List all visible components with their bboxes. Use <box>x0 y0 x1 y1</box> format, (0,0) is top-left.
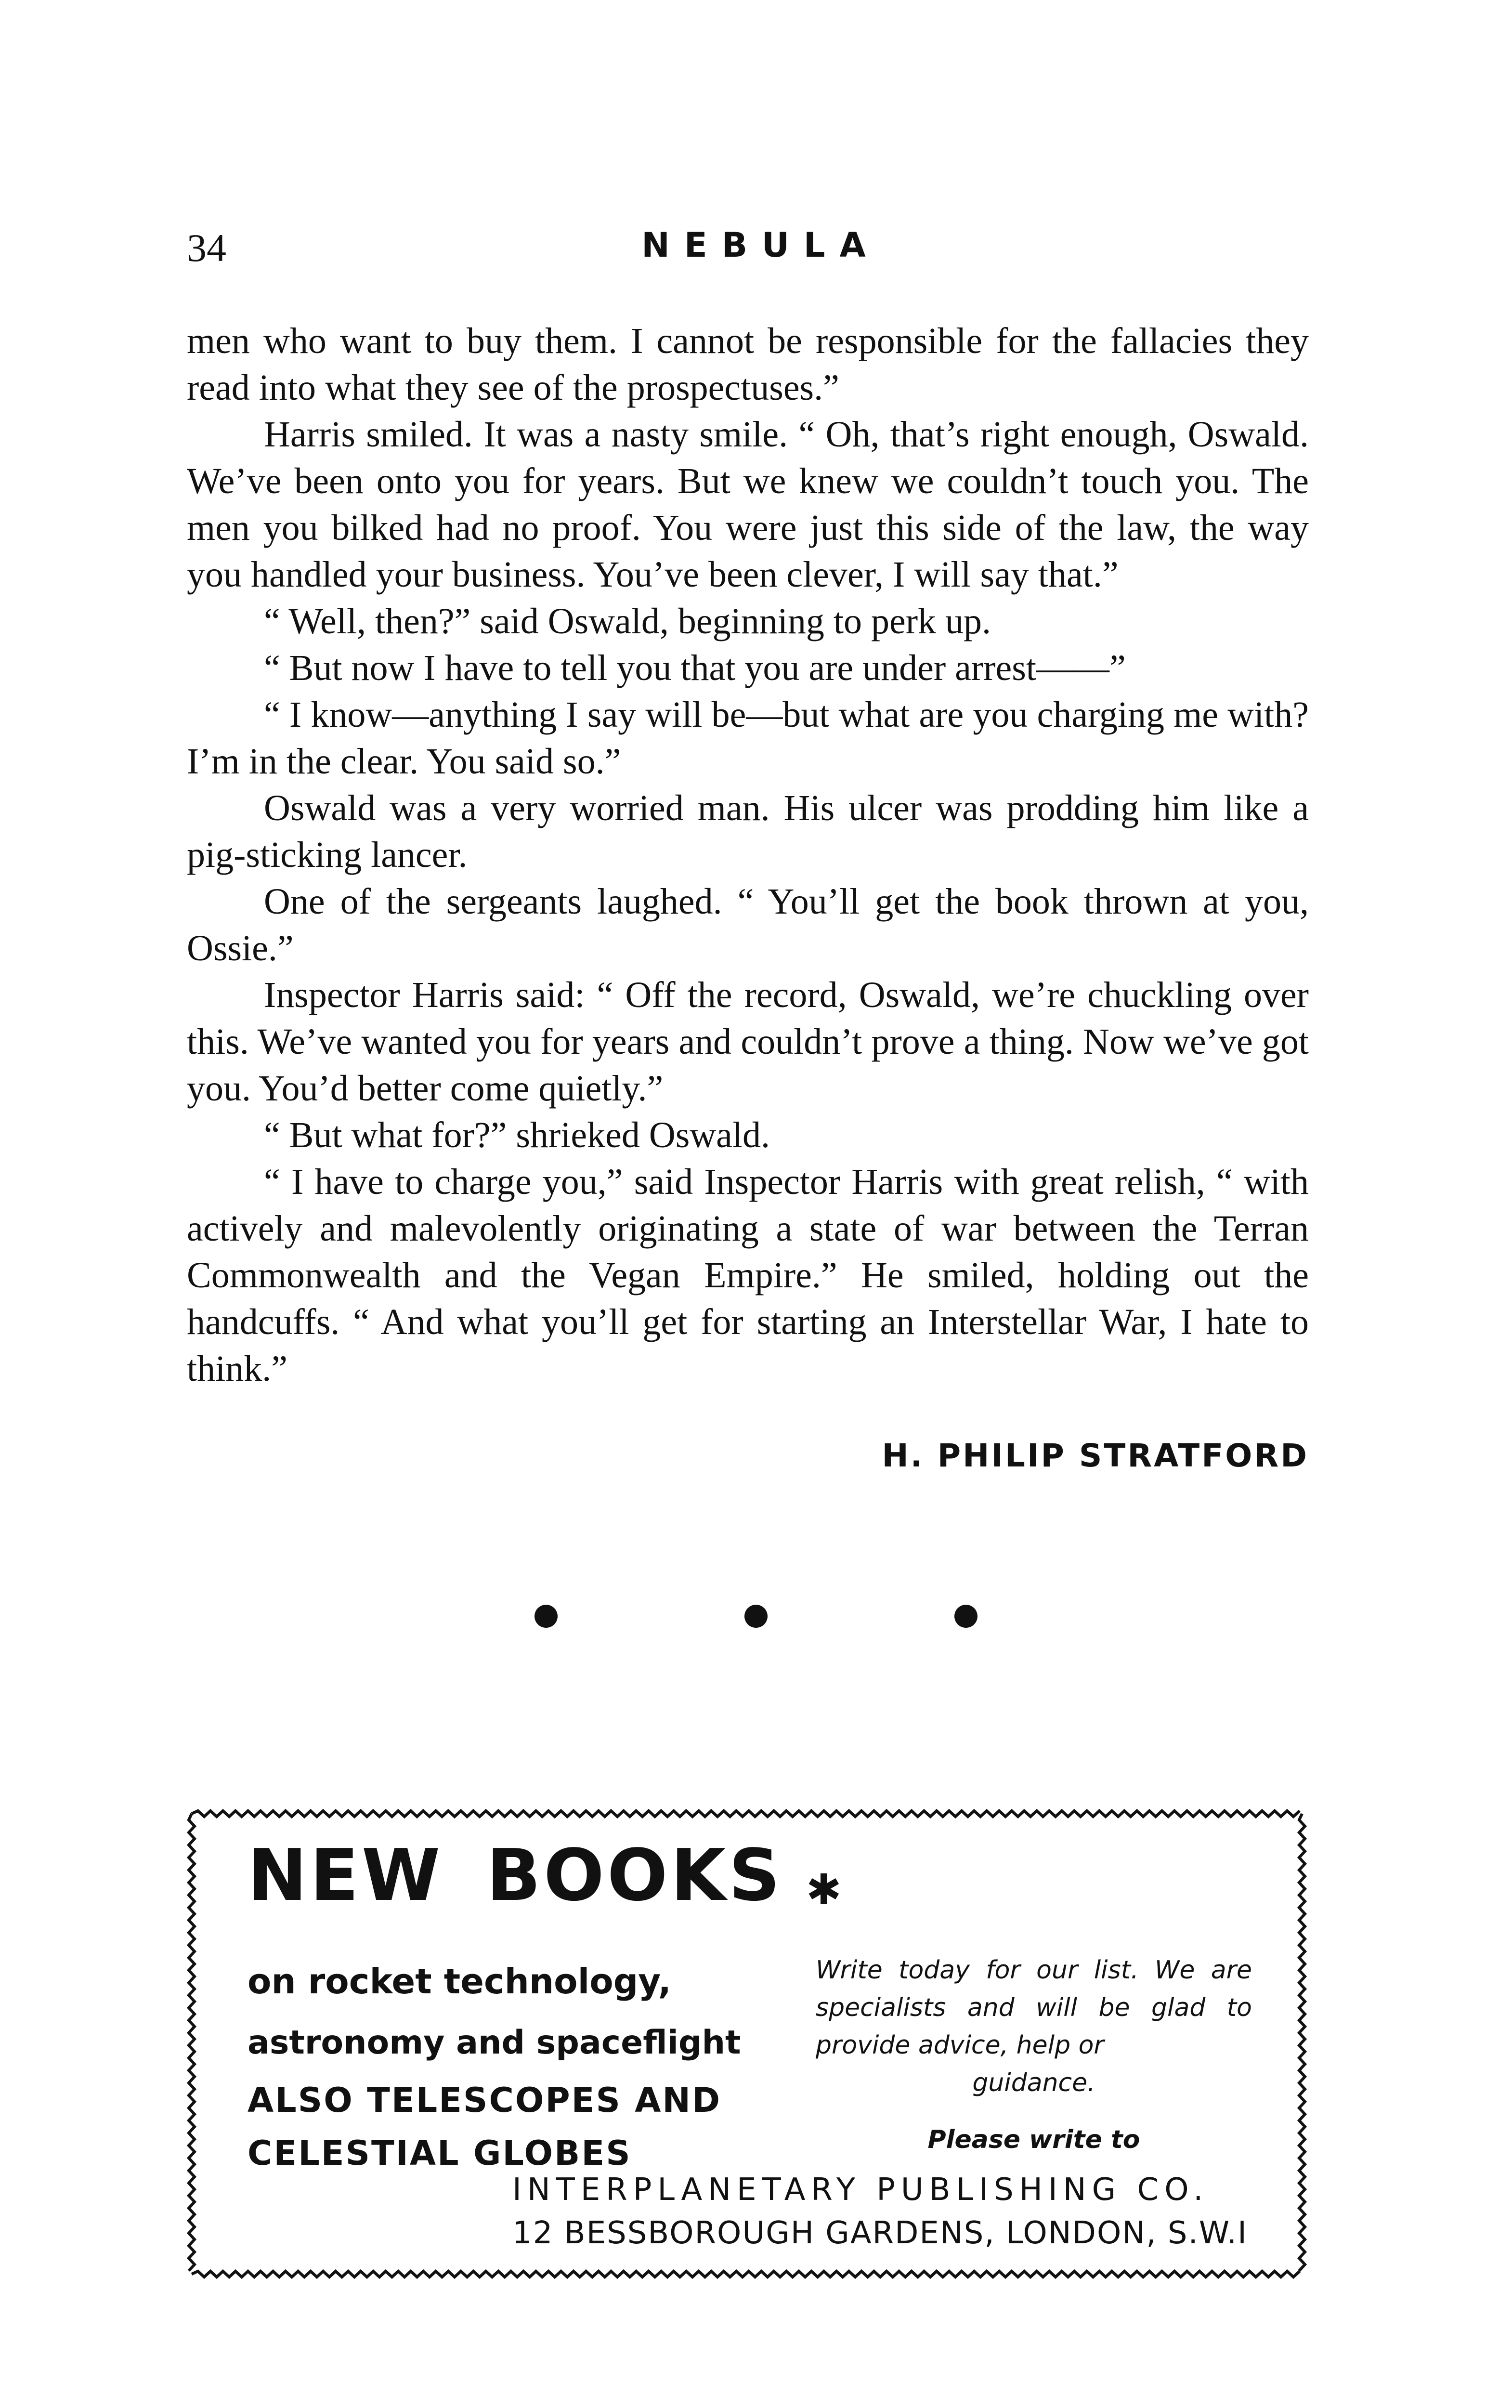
publisher-address: 12 BESSBOROUGH GARDENS, LONDON, S.W.I <box>512 2215 1248 2251</box>
story-paragraph: “ I know—anything I say will be—but what are you charging me with? I’m in the clear. You said so.” <box>187 694 1309 782</box>
section-divider <box>506 1605 1006 1628</box>
divider-dot <box>744 1605 768 1628</box>
magazine-title: NEBULA <box>641 225 880 265</box>
story-paragraph: “ Well, then?” said Oswald, beginning to perk up. <box>264 601 991 641</box>
ad-headline-word: BOOKS <box>486 1834 783 1917</box>
ad-headline <box>248 1834 783 1917</box>
story-paragraph: “ I have to charge you,” said Inspector Harris with great relish, “ with actively and malevolently originating a state of war between the Terran Commonwealth and the Vegan Empire.” He smiled, holding out the handcuffs. “ And what you’ll get for starting an Interstellar War, I hate to think.” <box>187 1162 1309 1389</box>
ad-subject-line: astronomy and spaceflight <box>248 2024 741 2062</box>
ad-offer <box>816 1951 1252 2159</box>
divider-dot <box>954 1605 978 1628</box>
story-paragraph: Harris smiled. It was a nasty smile. “ Oh, that’s right enough, Oswald. We’ve been onto you for years. But we knew we couldn’t touch you. The men you bilked had no proof. You were just this side of the law, the way you handled your business. You’ve been clever, I will say that.” <box>187 414 1309 595</box>
story-paragraph: Inspector Harris said: “ Off the record, Oswald, we’re chuckling over this. We’ve wanted you for years and couldn’t prove a thing. Now we’ve got you. You’d better come quietly.” <box>187 975 1309 1109</box>
ad-also-line: CELESTIAL GLOBES <box>248 2133 632 2173</box>
ad-also-line: ALSO TELESCOPES AND <box>248 2081 722 2120</box>
ad-publisher <box>512 2168 1252 2255</box>
ad-offer-text-end: guidance. <box>972 2068 1095 2097</box>
story-paragraph: One of the sergeants laughed. “ You’ll get the book thrown at you, Ossie.” <box>187 881 1309 968</box>
story-text <box>187 318 1309 1392</box>
author-byline: H. PHILIP STRATFORD <box>882 1437 1309 1474</box>
ad-headline-word: NEW <box>248 1834 443 1917</box>
ad-write-to: Please write to <box>927 2125 1140 2154</box>
publisher-name: INTERPLANETARY PUBLISHING CO. <box>512 2172 1209 2208</box>
star-icon: ✱ <box>806 1865 842 1914</box>
divider-dot <box>534 1605 558 1628</box>
story-paragraph: men who want to buy them. I cannot be responsible for the fallacies they read into what they see of the prospectuses.” <box>187 321 1309 408</box>
ad-subject-line: on rocket technology, <box>248 1961 671 2002</box>
ad-subjects <box>248 1950 801 2180</box>
story-paragraph: Oswald was a very worried man. His ulcer was prodding him like a pig-sticking lancer. <box>187 788 1309 875</box>
page-number: 34 <box>187 226 226 270</box>
advertisement-box <box>185 1807 1309 2281</box>
story-paragraph: “ But now I have to tell you that you are under arrest——” <box>264 648 1126 688</box>
ad-offer-text: Write today for our list. We are specialists and will be glad to provide advice, help or <box>816 1956 1252 2060</box>
story-paragraph: “ But what for?” shrieked Oswald. <box>264 1115 770 1155</box>
